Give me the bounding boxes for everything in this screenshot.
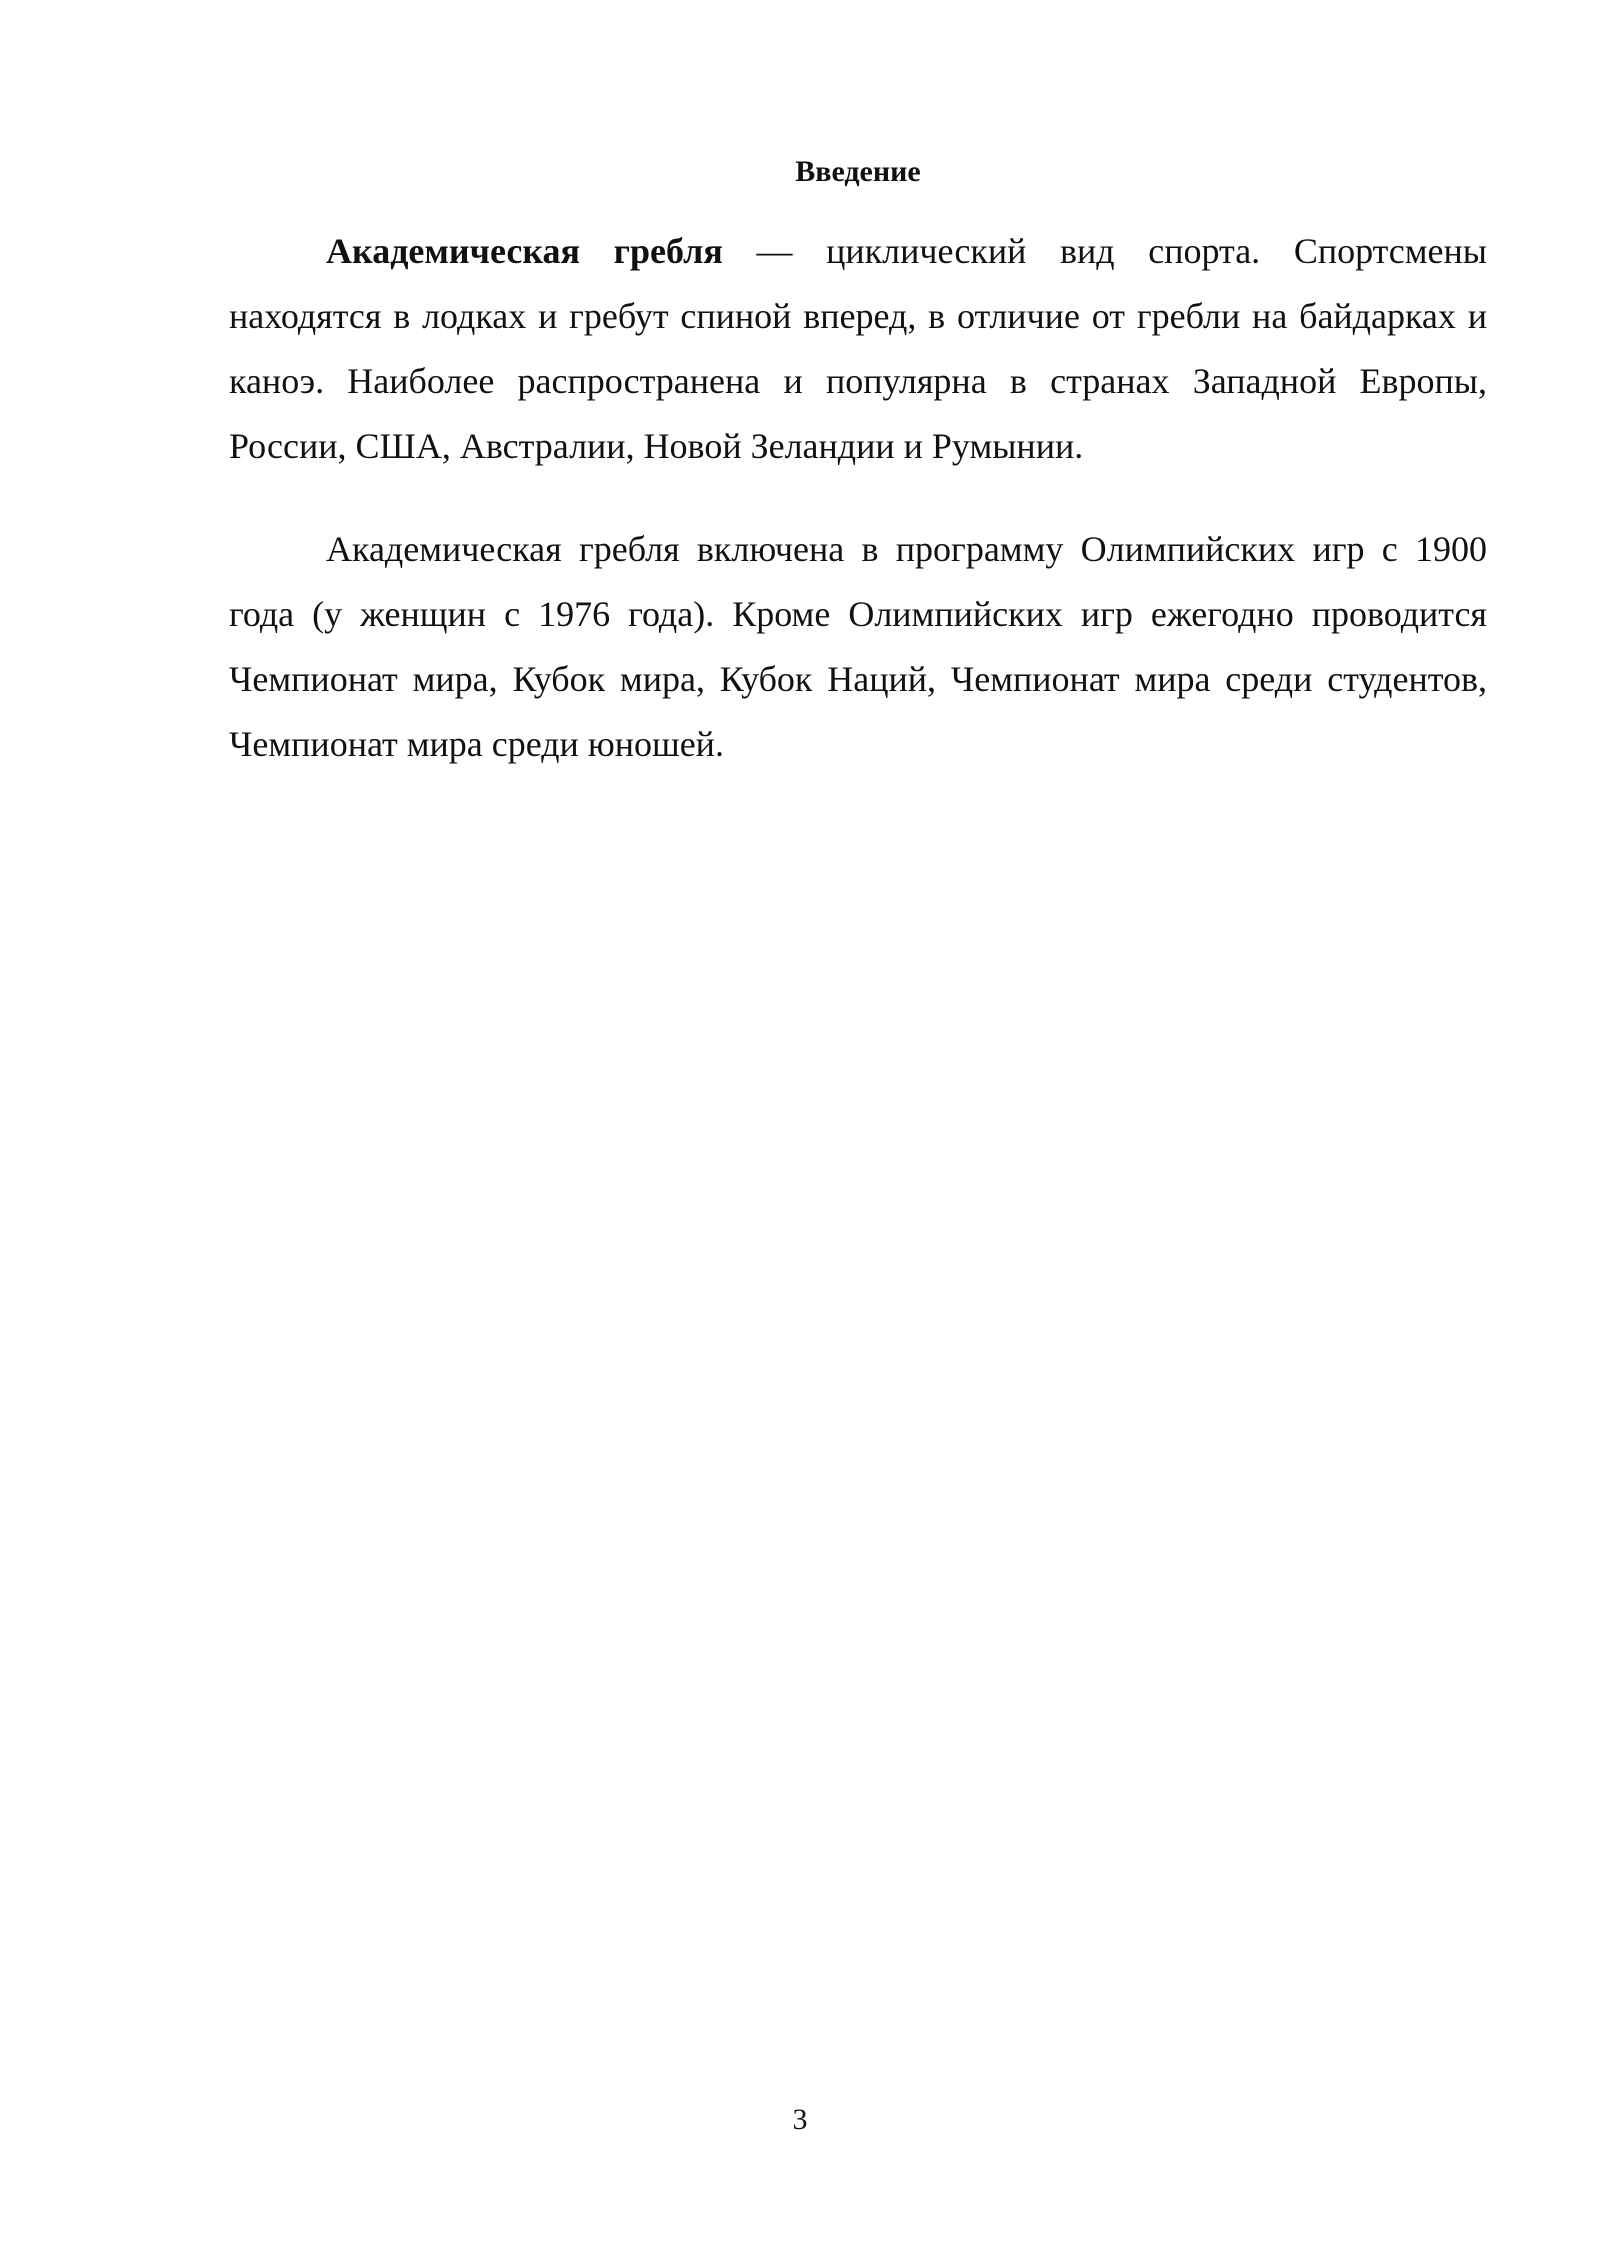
section-heading: Введение xyxy=(795,155,921,188)
paragraph-definition xyxy=(229,219,1487,479)
page-number: 3 xyxy=(792,2103,808,2136)
paragraph-text: — циклический вид спорта. Спортсмены находятся в лодках и гребут спиной вперед, в отличие от гребли на байдарках и каноэ. Наиболее распространена и популярна в странах Западной Европы, России, США, Австралии, Новой Зеландии и Румынии. xyxy=(229,231,1487,466)
paragraph-text: Академическая гребля включена в программу Олимпийских игр с 1900 года (у женщин с 1976 года). Кроме Олимпийских игр ежегодно проводится Чемпионат мира, Кубок мира, Кубок Наций, Чемпионат мира среди студентов, Чемпионат мира среди юношей. xyxy=(229,529,1487,764)
bold-term: Академическая гребля xyxy=(326,231,723,271)
page-content xyxy=(229,150,1487,777)
paragraph-olympics xyxy=(229,517,1487,777)
